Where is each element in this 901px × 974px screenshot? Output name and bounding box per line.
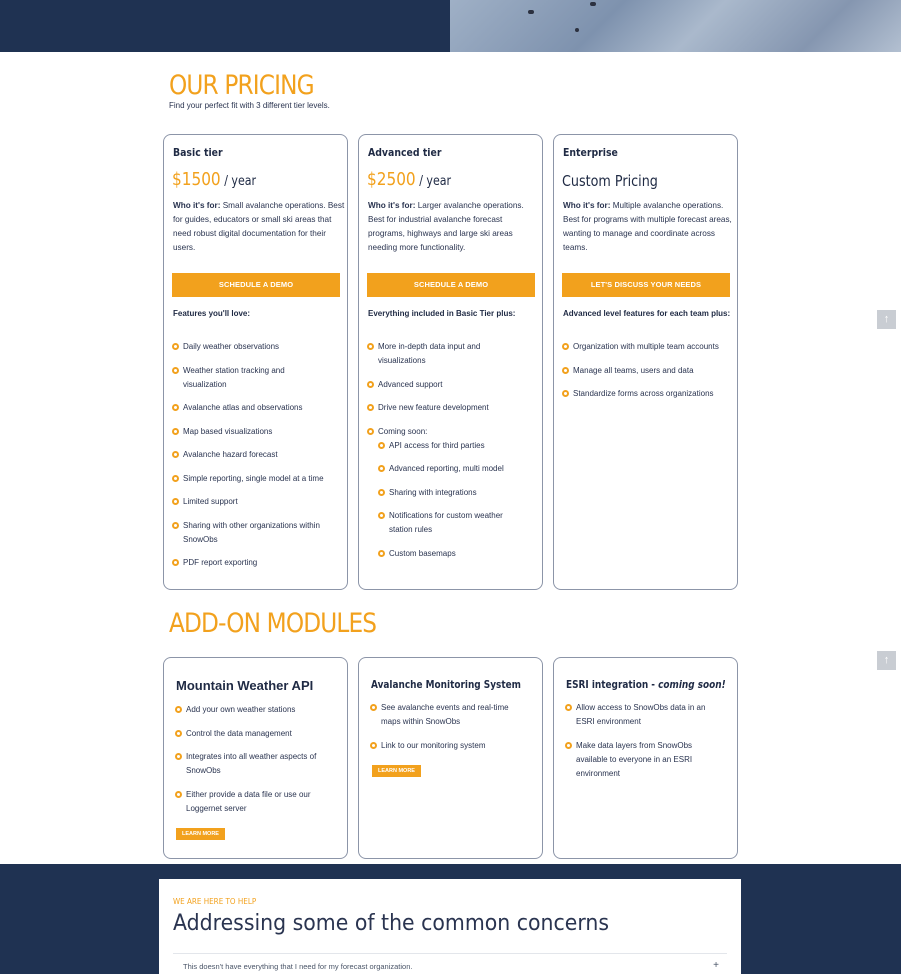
bullet-circle-icon: [175, 791, 182, 798]
faq-eyebrow: WE ARE HERE TO HELP: [173, 897, 257, 906]
bullet-circle-icon: [562, 367, 569, 374]
pricing-card-enterprise: [553, 134, 738, 590]
tier-price: [367, 169, 451, 190]
faq-title: Addressing some of the common concerns: [173, 911, 609, 936]
tier-name: Enterprise: [563, 146, 618, 159]
rock-mark: [528, 10, 534, 14]
audience-label: Who it's for:: [368, 201, 416, 210]
feature-text: Avalanche atlas and observations: [183, 403, 303, 412]
list-item: [172, 401, 340, 415]
list-item: [367, 401, 517, 415]
faq-question: This doesn't have everything that I need for my forecast organization.: [183, 962, 413, 971]
feature-text: Coming soon:: [378, 426, 428, 436]
bullet-circle-icon: [378, 550, 385, 557]
feature-list: [172, 340, 340, 570]
rock-mark: [590, 2, 596, 6]
list-item: [378, 462, 528, 476]
addon-card-weather-api: [163, 657, 348, 859]
list-item: [175, 750, 335, 778]
list-item: [175, 703, 335, 717]
feature-text: Daily weather observations: [183, 342, 280, 351]
audience-text: Small avalanche operations. Best for guides, educators or small ski areas that need robust digital documentation for their users.: [173, 201, 345, 252]
feature-text: Advanced support: [378, 379, 443, 389]
feature-list: [565, 701, 715, 781]
feature-text: Manage all teams, users and data: [573, 365, 694, 375]
list-item: [367, 425, 517, 561]
feature-text: Weather station tracking and visualization: [183, 365, 285, 389]
list-item: [367, 340, 517, 368]
feature-text: Custom basemaps: [389, 548, 456, 558]
feature-text: Avalanche hazard forecast: [183, 450, 278, 459]
feature-list: [370, 701, 530, 753]
schedule-demo-button[interactable]: SCHEDULE A DEMO: [172, 273, 340, 297]
faq-item[interactable]: [173, 953, 727, 974]
feature-list: [175, 703, 335, 816]
coming-soon-list: [378, 439, 528, 561]
feature-text: Link to our monitoring system: [381, 740, 486, 750]
audience-label: Who it's for:: [563, 201, 611, 210]
feature-text: Standardize forms across organizations: [573, 389, 714, 398]
list-item: [562, 387, 734, 401]
feature-text: Sharing with other organizations within SnowObs: [183, 520, 320, 544]
coming-soon-label: coming soon!: [658, 679, 726, 691]
bullet-circle-icon: [378, 442, 385, 449]
bullet-circle-icon: [172, 559, 179, 566]
list-item: [378, 439, 528, 453]
discuss-needs-button[interactable]: LET'S DISCUSS YOUR NEEDS: [562, 273, 730, 297]
bullet-circle-icon: [370, 742, 377, 749]
bullet-circle-icon: [367, 343, 374, 350]
learn-more-button[interactable]: LEARN MORE: [176, 828, 225, 840]
bullet-circle-icon: [367, 381, 374, 388]
bullet-circle-icon: [378, 465, 385, 472]
feature-text: PDF report exporting: [183, 558, 258, 567]
tier-audience: [563, 199, 735, 255]
bullet-circle-icon: [378, 489, 385, 496]
bullet-circle-icon: [175, 706, 182, 713]
list-item: [565, 701, 715, 729]
feature-text: Allow access to SnowObs data in an ESRI environment: [576, 703, 706, 726]
list-item: [367, 378, 517, 392]
bullet-circle-icon: [565, 742, 572, 749]
list-item: [378, 509, 518, 537]
schedule-demo-button[interactable]: SCHEDULE A DEMO: [367, 273, 535, 297]
tier-audience: [173, 199, 345, 255]
features-heading: Everything included in Basic Tier plus:: [368, 309, 516, 318]
feature-text: Integrates into all weather aspects of SnowObs: [186, 752, 317, 775]
list-item: [172, 425, 340, 439]
bullet-circle-icon: [172, 451, 179, 458]
plus-icon[interactable]: +: [713, 960, 719, 971]
bullet-circle-icon: [172, 475, 179, 482]
list-item: [378, 486, 528, 500]
feature-text: Add your own weather stations: [186, 705, 296, 714]
list-item: [175, 727, 335, 741]
list-item: [370, 701, 530, 729]
hero-mountain-image: [450, 0, 901, 52]
audience-text: Larger avalanche operations. Best for industrial avalanche forecast programs, highways and large ski areas needing more functionality.: [368, 201, 524, 252]
addon-card-esri: [553, 657, 738, 859]
bullet-circle-icon: [562, 390, 569, 397]
addon-name: Mountain Weather API: [176, 678, 314, 693]
feature-text: API access for third parties: [389, 440, 485, 450]
tier-audience: [368, 199, 540, 255]
hero-banner: [0, 0, 901, 52]
bullet-circle-icon: [367, 428, 374, 435]
list-item: [562, 340, 734, 354]
features-heading: Advanced level features for each team plus:: [563, 309, 731, 318]
feature-text: Advanced reporting, multi model: [389, 464, 504, 473]
bullet-circle-icon: [172, 498, 179, 505]
feature-text: Limited support: [183, 497, 238, 506]
addon-name-text: ESRI integration -: [566, 679, 659, 691]
feature-text: Sharing with integrations: [389, 487, 477, 497]
tier-name: Basic tier: [173, 146, 223, 159]
bullet-circle-icon: [172, 343, 179, 350]
list-item: [172, 448, 340, 462]
feature-text: Make data layers from SnowObs available to everyone in an ESRI environment: [576, 740, 693, 778]
bullet-circle-icon: [367, 404, 374, 411]
learn-more-button[interactable]: LEARN MORE: [372, 765, 421, 777]
feature-text: Control the data management: [186, 728, 292, 738]
list-item: [378, 547, 528, 561]
pricing-card-basic: [163, 134, 348, 590]
price-period: / year: [220, 174, 257, 189]
feature-text: More in-depth data input and visualizations: [378, 342, 481, 365]
bullet-circle-icon: [562, 343, 569, 350]
bullet-circle-icon: [172, 367, 179, 374]
feature-text: Simple reporting, single model at a time: [183, 473, 324, 483]
addon-card-avalanche-monitoring: [358, 657, 543, 859]
list-item: [562, 364, 734, 378]
scroll-to-top-icon[interactable]: ↑: [877, 651, 896, 670]
tier-price: [172, 169, 256, 190]
bullet-circle-icon: [370, 704, 377, 711]
audience-text: Multiple avalanche operations. Best for programs with multiple forecast areas, wanting to manage and coordinate across teams.: [563, 201, 732, 252]
list-item: [172, 340, 340, 354]
list-item: [172, 495, 340, 509]
pricing-title: OUR PRICING: [169, 70, 314, 101]
bullet-circle-icon: [175, 753, 182, 760]
feature-list: [367, 340, 517, 561]
price-amount: $1500: [172, 169, 221, 190]
list-item: [172, 556, 340, 570]
tier-name: Advanced tier: [368, 146, 442, 159]
feature-text: Map based visualizations: [183, 426, 273, 436]
bullet-circle-icon: [175, 730, 182, 737]
pricing-subtitle: Find your perfect fit with 3 different tier levels.: [169, 101, 330, 110]
bullet-circle-icon: [378, 512, 385, 519]
addon-name: [566, 679, 726, 691]
pricing-card-advanced: [358, 134, 543, 590]
price-period: / year: [415, 174, 452, 189]
tier-price: Custom Pricing: [562, 172, 658, 190]
feature-text: Notifications for custom weather station rules: [389, 511, 503, 534]
bullet-circle-icon: [565, 704, 572, 711]
feature-text: See avalanche events and real-time maps within SnowObs: [381, 703, 509, 726]
feature-list: [562, 340, 734, 401]
addons-title: ADD-ON MODULES: [169, 608, 377, 639]
feature-text: Organization with multiple team accounts: [573, 342, 719, 351]
feature-text: Either provide a data file or use our Loggernet server: [186, 789, 311, 813]
list-item: [172, 364, 312, 392]
bullet-circle-icon: [172, 522, 179, 529]
feature-text: Drive new feature development: [378, 403, 489, 412]
list-item: [175, 788, 335, 816]
faq-panel: [159, 879, 741, 974]
bullet-circle-icon: [172, 428, 179, 435]
bullet-circle-icon: [172, 404, 179, 411]
scroll-to-top-icon[interactable]: ↑: [877, 310, 896, 329]
list-item: [370, 739, 530, 753]
list-item: [565, 739, 715, 781]
rock-mark: [575, 28, 579, 32]
audience-label: Who it's for:: [173, 201, 221, 210]
list-item: [172, 519, 332, 547]
list-item: [172, 472, 340, 486]
price-amount: $2500: [367, 169, 416, 190]
features-heading: Features you'll love:: [173, 309, 251, 318]
addon-name: Avalanche Monitoring System: [371, 679, 521, 691]
